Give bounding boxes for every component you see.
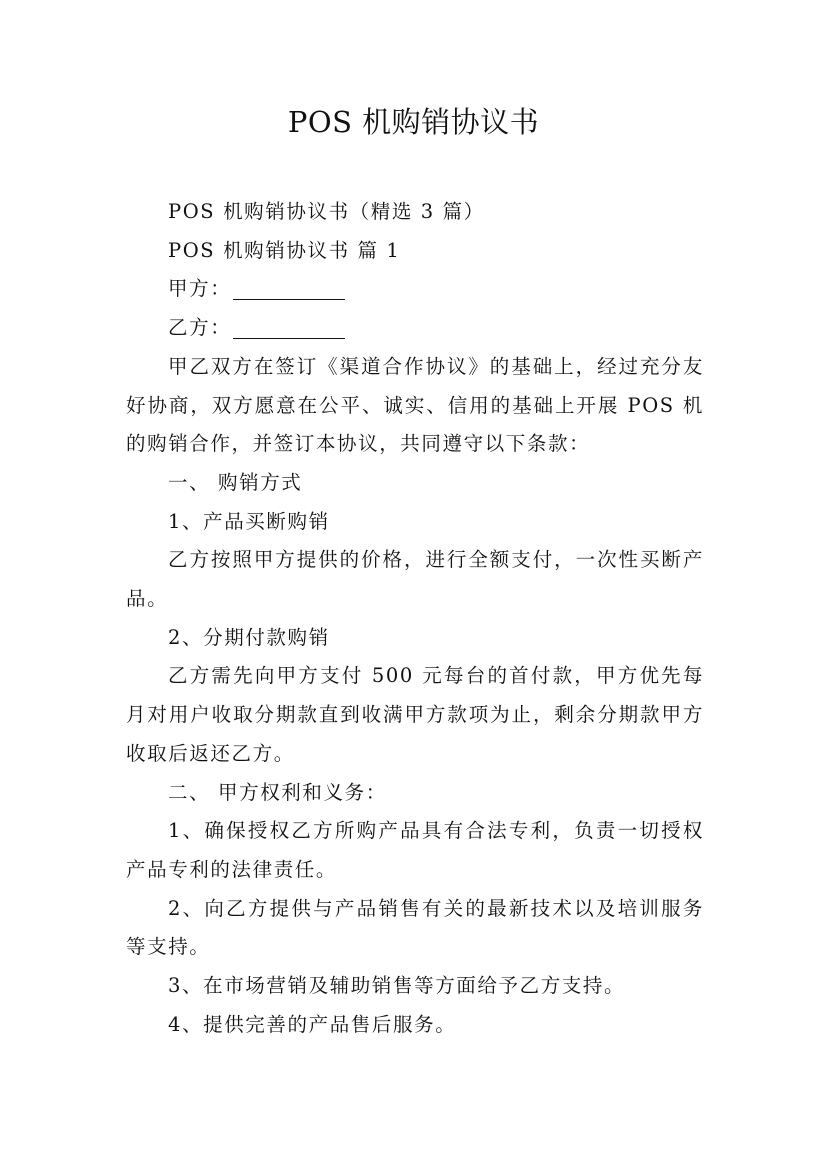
clause-1-1-heading: 1、产品买断购销 <box>168 509 330 533</box>
document-title: POS 机购销协议书 <box>287 105 540 139</box>
section-heading-2: 二、 甲方权利和义务： <box>168 780 387 804</box>
party-a-line <box>126 270 704 309</box>
party-a-blank <box>233 275 345 300</box>
document-body <box>126 193 704 1044</box>
paragraph-part-heading: POS 机购销协议书 篇 1 <box>168 238 401 262</box>
clause-2-2: 2、向乙方提供与产品销售有关的最新技术以及培训服务等支持。 <box>126 896 704 959</box>
clause-1-2-text: 乙方需先向甲方支付 500 元每台的首付款，甲方优先每月对用户收取分期款直到收满甲方款项为止，剩余分期款甲方收取后返还乙方。 <box>126 664 704 765</box>
section-heading-1: 一、 购销方式 <box>168 470 303 494</box>
paragraph-subtitle: POS 机购销协议书（精选 3 篇） <box>168 200 485 223</box>
party-a-label: 甲方： <box>168 277 232 301</box>
clause-2-1: 1、确保授权乙方所购产品具有合法专利，负责一切授权产品专利的法律责任。 <box>126 819 704 881</box>
party-b-label: 乙方： <box>168 316 232 340</box>
clause-2-4: 4、提供完善的产品售后服务。 <box>168 1012 457 1036</box>
party-b-line <box>126 309 704 348</box>
party-b-blank <box>233 314 345 339</box>
paragraph-preamble: 甲乙双方在签订《渠道合作协议》的基础上，经过充分友好协商，双方愿意在公平、诚实、信用的基础上开展 POS 机的购销合作，并签订本协议，共同遵守以下条款： <box>126 354 704 456</box>
clause-2-3: 3、在市场营销及辅助销售等方面给予乙方支持。 <box>168 974 626 998</box>
clause-1-1-text: 乙方按照甲方提供的价格，进行全额支付，一次性买断产品。 <box>126 548 704 611</box>
clause-1-2-heading: 2、分期付款购销 <box>168 625 330 649</box>
